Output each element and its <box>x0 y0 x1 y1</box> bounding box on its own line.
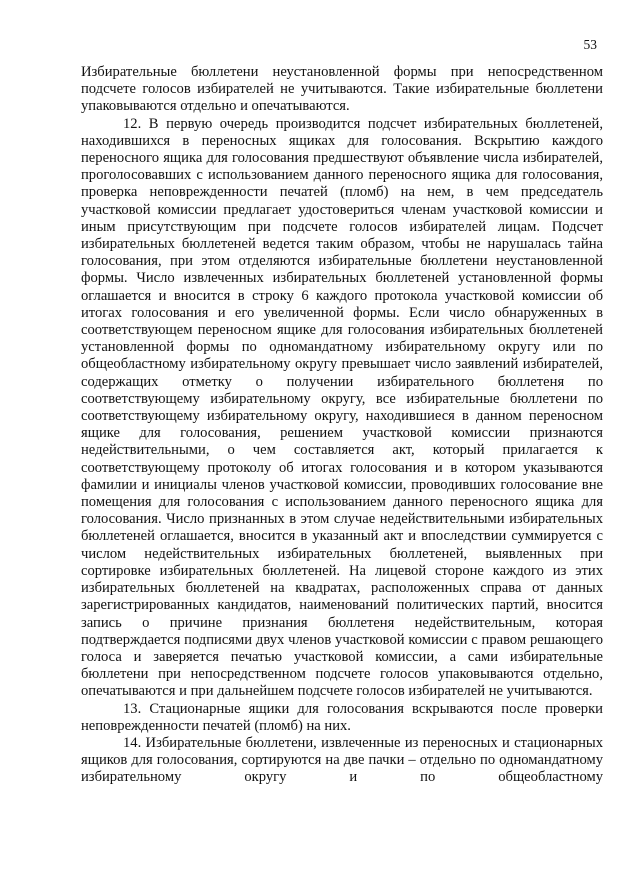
paragraph-14-sorting: 14. Избирательные бюллетени, извлеченные из переносных и стационарных ящиков для голосования, сортируются на две пачки – отдельно по одномандатному избирательному округу и по общеобластному <box>81 734 603 786</box>
body-text <box>81 64 603 787</box>
paragraph-ballots-not-counted: Избирательные бюллетени неустановленной формы при непосредственном подсчете голосов избирателей не учитываются. Такие избирательные бюллетени упаковываются отдельно и опечатываются. <box>81 64 603 115</box>
paragraph-13-stationary-boxes: 13. Стационарные ящики для голосования вскрываются после проверки неповрежденности печатей (пломб) на них. <box>81 700 603 734</box>
paragraph-12-portable-boxes: 12. В первую очередь производится подсчет избирательных бюллетеней, находившихся в переносных ящиках для голосования. Вскрытию каждого переносного ящика для голосования предшествуют объявление числа избирателей, проголосовавших с использованием данного переносного ящика для голосования, проверка неповрежденности печатей (пломб) на нем, в чем председатель участковой комиссии предлагает удостовериться членам участковой комиссии и иным присутствующим при подсчете голосов избирателей лицам. Подсчет избирательных бюллетеней ведется таким образом, чтобы не нарушалась тайна голосования, при этом отделяются избирательные бюллетени неустановленной формы. Число извлеченных избирательных бюллетеней установленной формы оглашается и вносится в строку 6 каждого протокола участковой комиссии об итогах голосования и его увеличенной формы. Если число обнаруженных в соответствующем переносном ящике для голосования избирательных бюллетеней установленной формы по одномандатному избирательному округу или по общеобластному избирательному округу превышает число заявлений избирателей, содержащих отметку о получении избирательного бюллетеня по соответствующему избирательному округу, все избирательные бюллетени по соответствующему избирательному округу, находившиеся в данном переносном ящике для голосования, решением участковой комиссии признаются недействительными, о чем составляется акт, который прилагается к соответствующему протоколу об итогах голосования и в котором указываются фамилии и инициалы членов участковой комиссии, проводивших голосование вне помещения для голосования с использованием данного переносного ящика для голосования. Число признанных в этом случае недействительными избирательных бюллетеней оглашается, вносится в указанный акт и впоследствии суммируется с числом недействительных избирательных бюллетеней, выявленных при сортировке избирательных бюллетеней. На лицевой стороне каждого из этих избирательных бюллетеней на квадратах, расположенных справа от данных зарегистрированных кандидатов, наименований политических партий, вносится запись о причине признания бюллетеня недействительным, которая подтверждается подписями двух членов участковой комиссии с правом решающего голоса и заверяется печатью участковой комиссии, а сами избирательные бюллетени при непосредственном подсчете голосов упаковываются отдельно, опечатываются и при дальнейшем подсчете голосов избирателей не учитываются. <box>81 115 603 700</box>
page-number: 53 <box>583 37 597 52</box>
